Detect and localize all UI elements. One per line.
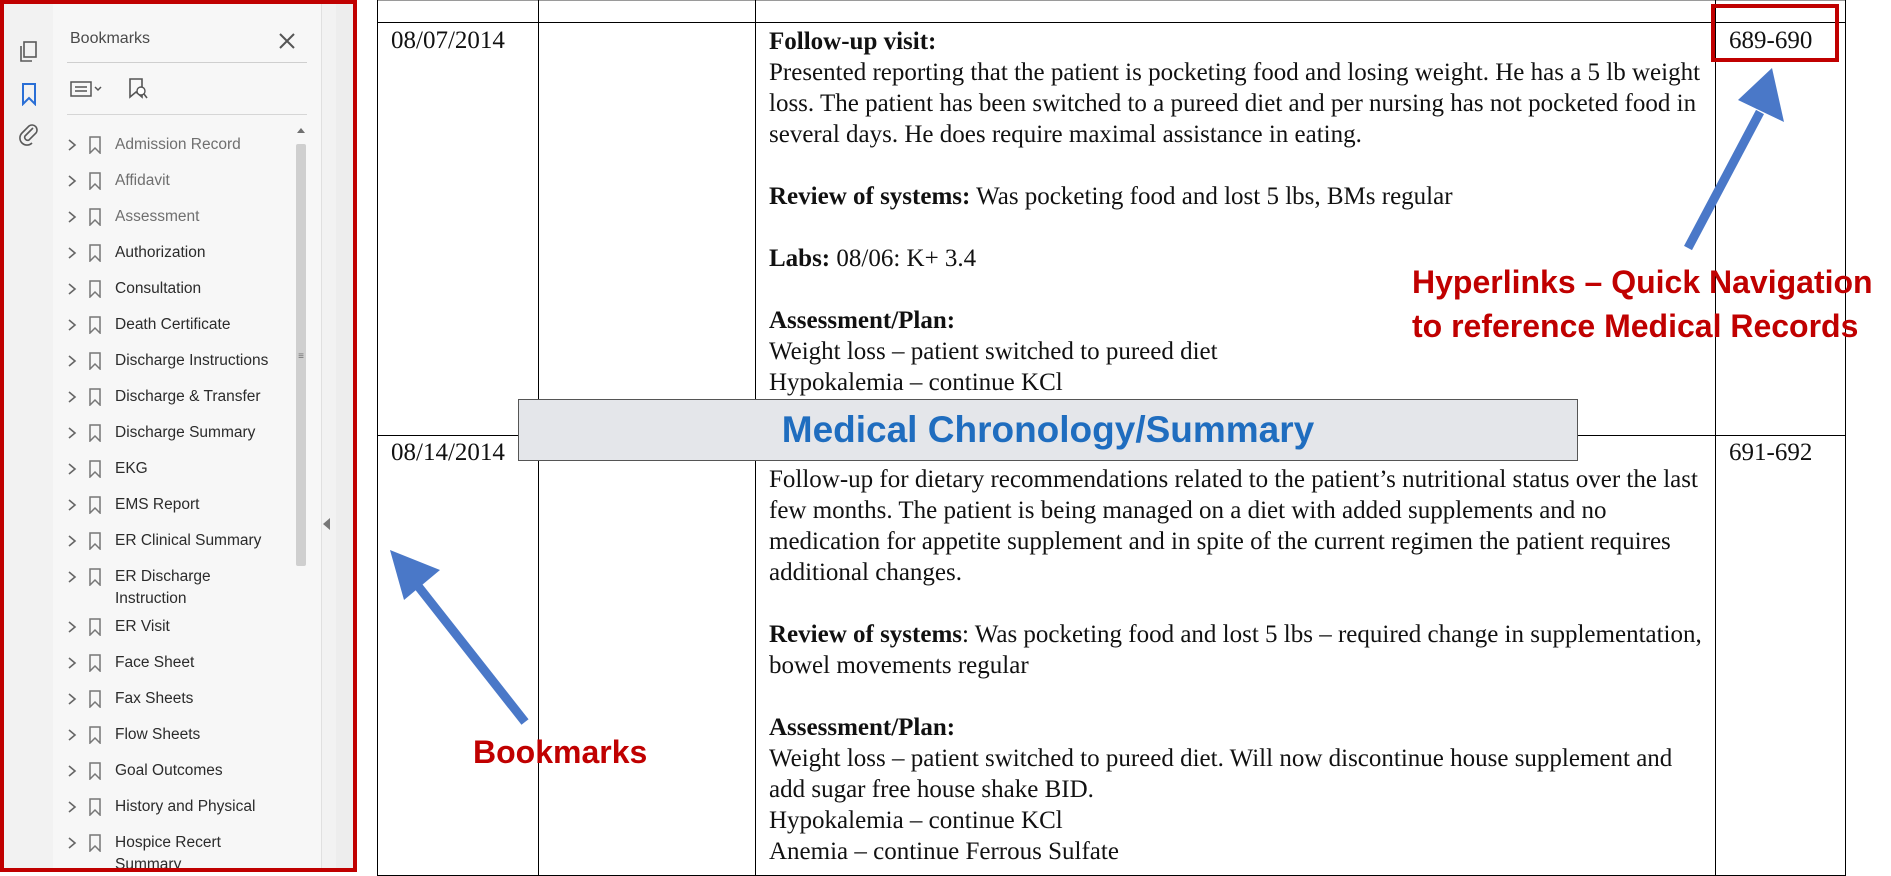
bookmark-label: Death Certificate: [115, 316, 231, 333]
bookmark-label: Face Sheet: [115, 654, 195, 671]
plan-item: Weight loss – patient switched to pureed diet: [769, 338, 1218, 365]
banner-title: Medical Chronology/Summary: [781, 409, 1315, 450]
plan-item: Hypokalemia – continue KCl: [769, 807, 1063, 834]
visit-heading: Follow-up visit:: [769, 28, 937, 55]
bookmark-label: ER Discharge Instruction: [115, 568, 211, 607]
bookmark-label: Discharge Summary: [115, 424, 256, 441]
bookmark-label: Goal Outcomes: [115, 762, 223, 779]
assessment-plan: Assessment/Plan:: [769, 307, 956, 334]
bookmark-label: Discharge & Transfer: [115, 388, 261, 405]
panel-title: Bookmarks: [70, 30, 151, 47]
hyperlink-arrow: [1688, 68, 1784, 248]
hyperlink-callout: [1412, 260, 1873, 348]
labs: Labs: 08/06: K+ 3.4: [769, 245, 977, 272]
bookmark-label: EMS Report: [115, 496, 200, 513]
plan-item: Anemia – continue Ferrous Sulfate: [769, 838, 1119, 865]
bookmark-label: Flow Sheets: [115, 726, 201, 743]
bookmark-label: ER Visit: [115, 618, 170, 635]
bookmark-label: History and Physical: [115, 798, 256, 815]
bookmark-label: Affidavit: [115, 172, 170, 189]
bookmark-label: Authorization: [115, 244, 206, 261]
callout-line: to reference Medical Records: [1412, 308, 1859, 344]
bookmark-label: Consultation: [115, 280, 202, 297]
bookmark-label: EKG: [115, 460, 148, 477]
bookmark-label: ER Clinical Summary: [115, 532, 262, 549]
page-reference-link[interactable]: 691-692: [1729, 439, 1813, 466]
plan-item: Hypokalemia – continue KCl: [769, 369, 1063, 396]
visit-summary: Presented reporting that the patient is pocketing food and losing weight. He has a 5 lb weight loss. The patient has been switched to a pureed diet and per nursing has not pocketed food in several days. He does require maximal assistance in eating.: [769, 59, 1701, 148]
review-of-systems: Review of systems: Was pocketing food and lost 5 lbs – required change in supplementation, bowel movements regular: [769, 621, 1702, 679]
bookmark-label: Discharge Instructions: [115, 352, 269, 369]
review-of-systems: Review of systems: Was pocketing food and lost 5 lbs, BMs regular: [769, 183, 1453, 210]
assessment-plan: Assessment/Plan:: [769, 714, 956, 741]
row-date: 08/14/2014: [391, 439, 505, 466]
bookmarks-callout: Bookmarks: [473, 734, 648, 770]
plan-item: Weight loss – patient switched to pureed diet. Will now discontinue house supplement and add sugar free house shake BID.: [769, 745, 1673, 803]
bookmarks-arrow: [390, 550, 525, 722]
visit-summary: Follow-up for dietary recommendations related to the patient’s nutritional status over the last few months. The patient is being managed on a diet with added supplements and no medication for appetite supplement and in spite of the current regimen the patient requires additional changes.: [769, 466, 1698, 586]
row-date: 08/07/2014: [391, 27, 505, 54]
grip-icon: ≡: [298, 351, 304, 362]
bookmark-label: Admission Record: [115, 136, 241, 153]
bookmark-label: Fax Sheets: [115, 690, 194, 707]
page-reference-link[interactable]: 689-690: [1729, 27, 1813, 54]
callout-line: Hyperlinks – Quick Navigation: [1412, 264, 1873, 300]
bookmark-label: Assessment: [115, 208, 200, 225]
bookmark-label: Hospice Recert Summary: [115, 834, 221, 872]
